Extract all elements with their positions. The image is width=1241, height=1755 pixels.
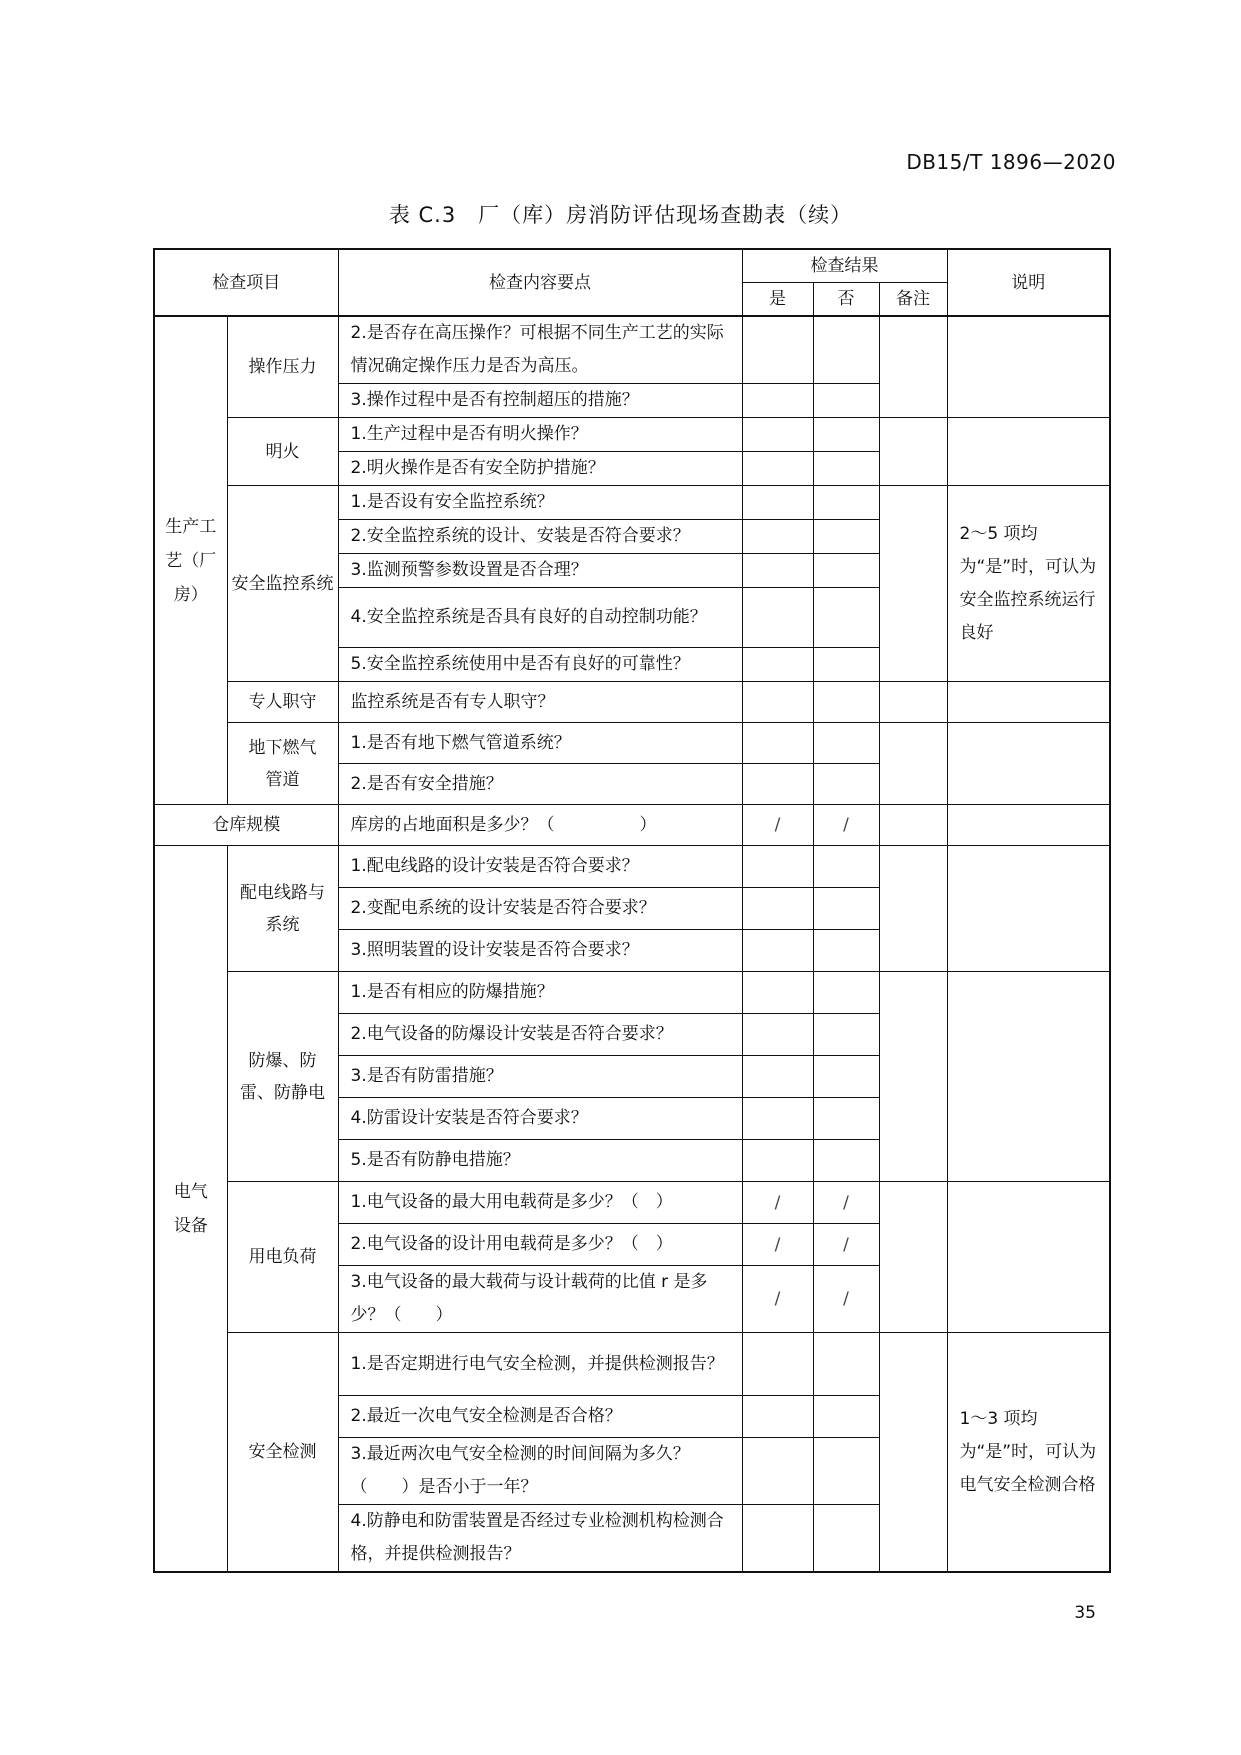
content-row: 1.配电线路的设计安装是否符合要求？ [338, 846, 742, 888]
yes-cell[interactable] [742, 682, 813, 723]
yes-cell[interactable] [742, 1438, 813, 1505]
no-cell[interactable] [813, 723, 879, 764]
content-row: 2.明火操作是否有安全防护措施？ [338, 452, 742, 486]
inspection-table [153, 248, 1111, 1573]
yes-cell: / [742, 805, 813, 846]
subitem-power-load: 用电负荷 [227, 1182, 338, 1333]
yes-cell[interactable] [742, 1505, 813, 1573]
table-title: 表 C.3 厂（库）房消防评估现场查勘表（续） [388, 203, 853, 227]
content-row: 4.防静电和防雷装置是否经过专业检测机构检测合格，并提供检测报告？ [338, 1505, 742, 1573]
subitem-operating-pressure: 操作压力 [227, 316, 338, 418]
yes-cell: / [742, 1224, 813, 1266]
yes-cell[interactable] [742, 930, 813, 972]
note-cell [947, 1182, 1110, 1333]
remark-cell[interactable] [879, 316, 947, 418]
note-cell [947, 316, 1110, 418]
yes-cell[interactable] [742, 888, 813, 930]
no-cell[interactable] [813, 648, 879, 682]
yes-cell[interactable] [742, 588, 813, 648]
remark-cell[interactable] [879, 1333, 947, 1573]
no-cell[interactable] [813, 588, 879, 648]
subitem-safety-testing: 安全检测 [227, 1333, 338, 1573]
item-warehouse-scale: 仓库规模 [154, 805, 338, 846]
no-cell[interactable] [813, 1505, 879, 1573]
yes-cell[interactable] [742, 1333, 813, 1396]
content-row: 1.生产过程中是否有明火操作？ [338, 418, 742, 452]
yes-cell[interactable] [742, 1056, 813, 1098]
content-row: 2.是否有安全措施？ [338, 764, 742, 805]
yes-cell[interactable] [742, 486, 813, 520]
no-cell[interactable] [813, 316, 879, 384]
header-remark: 备注 [879, 283, 947, 317]
remark-cell[interactable] [879, 723, 947, 805]
category-electrical: 电气设备 [154, 846, 227, 1573]
header-result: 检查结果 [742, 249, 947, 283]
no-cell[interactable] [813, 1140, 879, 1182]
content-row: 3.是否有防雷措施？ [338, 1056, 742, 1098]
remark-cell[interactable] [879, 846, 947, 972]
no-cell[interactable] [813, 972, 879, 1014]
content-row: 1.是否有相应的防爆措施？ [338, 972, 742, 1014]
remark-cell[interactable] [879, 418, 947, 486]
content-row: 3.最近两次电气安全检测的时间间隔为多久？（ ）是否小于一年？ [338, 1438, 742, 1505]
no-cell[interactable] [813, 1098, 879, 1140]
yes-cell[interactable] [742, 316, 813, 384]
note-cell [947, 805, 1110, 846]
no-cell[interactable] [813, 486, 879, 520]
no-cell[interactable] [813, 418, 879, 452]
no-cell[interactable] [813, 554, 879, 588]
content-row: 3.电气设备的最大载荷与设计载荷的比值 r 是多少？（ ） [338, 1266, 742, 1333]
no-cell[interactable] [813, 1056, 879, 1098]
yes-cell[interactable] [742, 1014, 813, 1056]
remark-cell[interactable] [879, 486, 947, 682]
no-cell: / [813, 1224, 879, 1266]
content-row: 5.是否有防静电措施？ [338, 1140, 742, 1182]
note-testing: 1～3 项均为“是”时，可认为电气安全检测合格 [947, 1333, 1110, 1573]
no-cell[interactable] [813, 764, 879, 805]
no-cell[interactable] [813, 888, 879, 930]
content-row: 2.是否存在高压操作？可根据不同生产工艺的实际情况确定操作压力是否为高压。 [338, 316, 742, 384]
note-cell [947, 846, 1110, 972]
yes-cell[interactable] [742, 1098, 813, 1140]
content-row: 3.照明装置的设计安装是否符合要求？ [338, 930, 742, 972]
content-row: 1.是否定期进行电气安全检测，并提供检测报告？ [338, 1333, 742, 1396]
subitem-safety-monitoring: 安全监控系统 [227, 486, 338, 682]
note-monitoring: 2～5 项均为“是”时，可认为安全监控系统运行良好 [947, 486, 1110, 682]
subitem-open-flame: 明火 [227, 418, 338, 486]
yes-cell[interactable] [742, 452, 813, 486]
note-cell [947, 972, 1110, 1182]
document-code: DB15/T 1896—2020 [906, 150, 1116, 174]
no-cell: / [813, 805, 879, 846]
no-cell[interactable] [813, 520, 879, 554]
yes-cell[interactable] [742, 972, 813, 1014]
yes-cell: / [742, 1266, 813, 1333]
subitem-distribution: 配电线路与系统 [227, 846, 338, 972]
yes-cell[interactable] [742, 764, 813, 805]
subitem-gas-pipeline: 地下燃气管道 [227, 723, 338, 805]
no-cell[interactable] [813, 1396, 879, 1438]
header-note: 说明 [947, 249, 1110, 316]
no-cell[interactable] [813, 1333, 879, 1396]
no-cell[interactable] [813, 452, 879, 486]
yes-cell[interactable] [742, 846, 813, 888]
no-cell: / [813, 1182, 879, 1224]
header-content: 检查内容要点 [338, 249, 742, 316]
remark-cell[interactable] [879, 972, 947, 1182]
yes-cell[interactable] [742, 554, 813, 588]
content-row: 1.是否有地下燃气管道系统？ [338, 723, 742, 764]
content-row: 库房的占地面积是多少？（ ） [338, 805, 742, 846]
header-yes: 是 [742, 283, 813, 317]
no-cell[interactable] [813, 846, 879, 888]
note-cell [947, 418, 1110, 486]
no-cell[interactable] [813, 930, 879, 972]
header-item: 检查项目 [154, 249, 338, 316]
content-row: 4.防雷设计安装是否符合要求？ [338, 1098, 742, 1140]
content-row: 4.安全监控系统是否具有良好的自动控制功能？ [338, 588, 742, 648]
subitem-dedicated-duty: 专人职守 [227, 682, 338, 723]
no-cell[interactable] [813, 384, 879, 418]
remark-cell[interactable] [879, 1182, 947, 1333]
no-cell[interactable] [813, 682, 879, 723]
yes-cell[interactable] [742, 418, 813, 452]
yes-cell[interactable] [742, 520, 813, 554]
content-row: 3.操作过程中是否有控制超压的措施？ [338, 384, 742, 418]
header-no: 否 [813, 283, 879, 317]
note-cell [947, 723, 1110, 805]
content-row: 监控系统是否有专人职守？ [338, 682, 742, 723]
content-row: 1.是否设有安全监控系统？ [338, 486, 742, 520]
no-cell[interactable] [813, 1438, 879, 1505]
remark-cell[interactable] [879, 805, 947, 846]
content-row: 2.电气设备的设计用电载荷是多少？（ ） [338, 1224, 742, 1266]
no-cell[interactable] [813, 1014, 879, 1056]
content-row: 3.监测预警参数设置是否合理？ [338, 554, 742, 588]
category-production: 生产工艺（厂房） [154, 316, 227, 805]
yes-cell[interactable] [742, 1140, 813, 1182]
yes-cell[interactable] [742, 723, 813, 764]
yes-cell[interactable] [742, 1396, 813, 1438]
subitem-explosion-lightning-static: 防爆、防雷、防静电 [227, 972, 338, 1182]
note-cell [947, 682, 1110, 723]
content-row: 2.变配电系统的设计安装是否符合要求？ [338, 888, 742, 930]
yes-cell[interactable] [742, 384, 813, 418]
content-row: 2.电气设备的防爆设计安装是否符合要求？ [338, 1014, 742, 1056]
content-row: 2.安全监控系统的设计、安装是否符合要求？ [338, 520, 742, 554]
yes-cell[interactable] [742, 648, 813, 682]
no-cell: / [813, 1266, 879, 1333]
content-row: 2.最近一次电气安全检测是否合格？ [338, 1396, 742, 1438]
remark-cell[interactable] [879, 682, 947, 723]
page-number: 35 [1074, 1603, 1096, 1623]
content-row: 1.电气设备的最大用电载荷是多少？（ ） [338, 1182, 742, 1224]
content-row: 5.安全监控系统使用中是否有良好的可靠性？ [338, 648, 742, 682]
yes-cell: / [742, 1182, 813, 1224]
